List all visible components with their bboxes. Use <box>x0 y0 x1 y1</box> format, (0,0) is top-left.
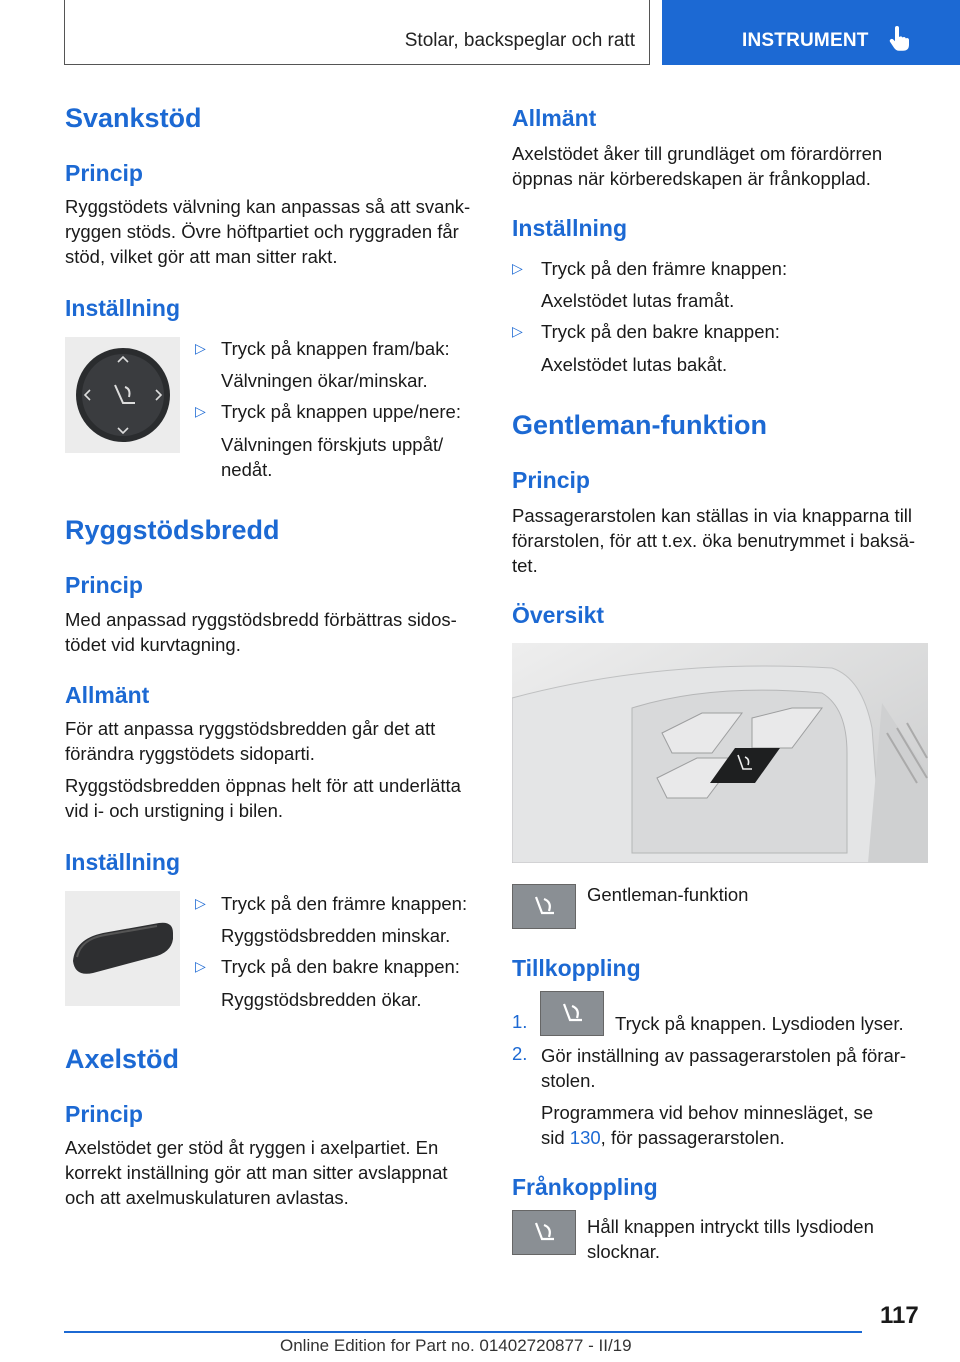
bullet-triangle-icon: ▷ <box>195 958 206 974</box>
paragraph-line: stöd, vilket gör att man sitter rakt. <box>65 246 338 267</box>
paragraph-line: tet. <box>512 555 538 576</box>
step-subtext-prefix: sid <box>541 1127 570 1148</box>
heading-ryggstodsbredd: Ryggstödsbredd <box>65 515 280 545</box>
bullet-triangle-icon: ▷ <box>512 260 523 276</box>
heading-installning: Inställning <box>65 295 180 321</box>
paragraph-line: Ryggstödsbredden öppnas helt för att underlätta <box>65 775 461 796</box>
step-text: Gör inställning av passagerarstolen på förar‐ <box>541 1045 907 1066</box>
figure-caption: Gentleman-funktion <box>587 884 749 905</box>
seat-icon <box>561 1002 585 1026</box>
gentleman-button-image <box>540 991 604 1036</box>
footer-divider <box>64 1331 862 1333</box>
step-subtext-suffix: , för passagerarstolen. <box>600 1127 785 1148</box>
heading-princip: Princip <box>512 467 590 493</box>
bullet-subtext: Ryggstödsbredden ökar. <box>221 989 422 1010</box>
step-subtext: Programmera vid behov minnesläget, se <box>541 1102 874 1123</box>
paragraph-line: Håll knappen intryckt tills lysdioden <box>587 1216 874 1237</box>
bullet-subtext: Ryggstödsbredden minskar. <box>221 925 451 946</box>
bullet-text: Tryck på den bakre knappen: <box>221 956 460 977</box>
door-panel-photo <box>512 643 928 863</box>
bullet-triangle-icon: ▷ <box>195 895 206 911</box>
step-number: 1. <box>512 1011 528 1032</box>
seat-icon <box>533 895 557 919</box>
page-number: 117 <box>880 1302 919 1329</box>
bullet-subtext: Välvningen ökar/minskar. <box>221 370 428 391</box>
seat-icon <box>533 1221 557 1245</box>
heading-axelstod: Axelstöd <box>65 1044 180 1074</box>
paragraph-line: ryggen stöds. Övre höftpartiet och ryggraden får <box>65 221 459 242</box>
paragraph-line: För att anpassa ryggstödsbredden går det att <box>65 718 436 739</box>
header-chapter-label: INSTRUMENT <box>742 30 869 51</box>
paragraph-line: öppnas när körberedskapen är frånkopplad. <box>512 168 871 189</box>
bullet-subtext: nedåt. <box>221 459 273 480</box>
paragraph-line: och att axelmuskulaturen avlastas. <box>65 1187 349 1208</box>
heading-oversikt: Översikt <box>512 602 605 628</box>
bullet-text: Tryck på knappen fram/bak: <box>221 338 450 359</box>
header-section-title: Stolar, backspeglar och ratt <box>404 30 635 51</box>
heading-tillkoppling: Tillkoppling <box>512 955 641 981</box>
paragraph-line: Axelstödet åker till grundläget om förardörren <box>512 143 883 164</box>
heading-princip: Princip <box>65 1101 143 1127</box>
pointing-hand-icon <box>888 26 910 52</box>
step-text: stolen. <box>541 1070 596 1091</box>
paragraph-line: Ryggstödets välvning kan anpassas så att svank‐ <box>65 196 471 217</box>
header-section-box <box>64 0 650 65</box>
bullet-subtext: Välvningen förskjuts uppåt/ <box>221 434 444 455</box>
heading-princip: Princip <box>65 572 143 598</box>
bullet-text: Tryck på den bakre knappen: <box>541 321 780 342</box>
header-chapter-tab[interactable] <box>662 0 960 65</box>
bullet-text: Tryck på knappen uppe/nere: <box>221 401 461 422</box>
paragraph-line: tödet vid kurvtagning. <box>65 634 241 655</box>
gentleman-button-image <box>512 1210 576 1255</box>
paragraph-line: korrekt inställning gör att man sitter avslappnat <box>65 1162 448 1183</box>
heading-installning: Inställning <box>512 215 627 241</box>
paragraph-line: Passagerarstolen kan ställas in via knapparna till <box>512 505 913 526</box>
door-panel-illustration <box>512 643 928 863</box>
paragraph-line: förarstolen, för att t.ex. öka benutrymmet i baksä‐ <box>512 530 916 551</box>
heading-svankstod: Svankstöd <box>65 103 202 133</box>
bullet-text: Tryck på den främre knappen: <box>221 893 468 914</box>
heading-allmant: Allmänt <box>512 105 597 131</box>
heading-installning: Inställning <box>65 849 180 875</box>
lumbar-button-image <box>65 337 180 453</box>
bullet-triangle-icon: ▷ <box>195 403 206 419</box>
paragraph-line: Axelstödet ger stöd åt ryggen i axelpartiet. En <box>65 1137 439 1158</box>
bullet-triangle-icon: ▷ <box>512 323 523 339</box>
gentleman-button-image <box>512 884 576 929</box>
paragraph-line: Med anpassad ryggstödsbredd förbättras sidos‐ <box>65 609 457 630</box>
paragraph-line: förändra ryggstödets sidoparti. <box>65 743 315 764</box>
paragraph-line: slocknar. <box>587 1241 661 1262</box>
step-text: Tryck på knappen. Lysdioden lyser. <box>615 1013 904 1034</box>
backrest-width-button-image <box>65 891 180 1006</box>
bullet-subtext: Axelstödet lutas bakåt. <box>541 354 728 375</box>
step-subtext-ref <box>541 1125 785 1150</box>
heading-frankoppling: Frånkoppling <box>512 1174 658 1200</box>
paragraph-line: vid i- och urstigning i bilen. <box>65 800 283 821</box>
heading-allmant: Allmänt <box>65 682 150 708</box>
lumbar-knob-icon <box>65 337 180 453</box>
page-reference-link[interactable]: 130 <box>569 1127 601 1148</box>
bullet-text: Tryck på den främre knappen: <box>541 258 788 279</box>
bullet-triangle-icon: ▷ <box>195 340 206 356</box>
step-number: 2. <box>512 1043 528 1064</box>
heading-gentleman-funktion: Gentleman-funktion <box>512 410 767 440</box>
footer-edition: Online Edition for Part no. 01402720877 - II/19 <box>280 1336 632 1355</box>
bullet-subtext: Axelstödet lutas framåt. <box>541 290 735 311</box>
width-button-icon <box>65 891 180 1006</box>
heading-princip: Princip <box>65 160 143 186</box>
